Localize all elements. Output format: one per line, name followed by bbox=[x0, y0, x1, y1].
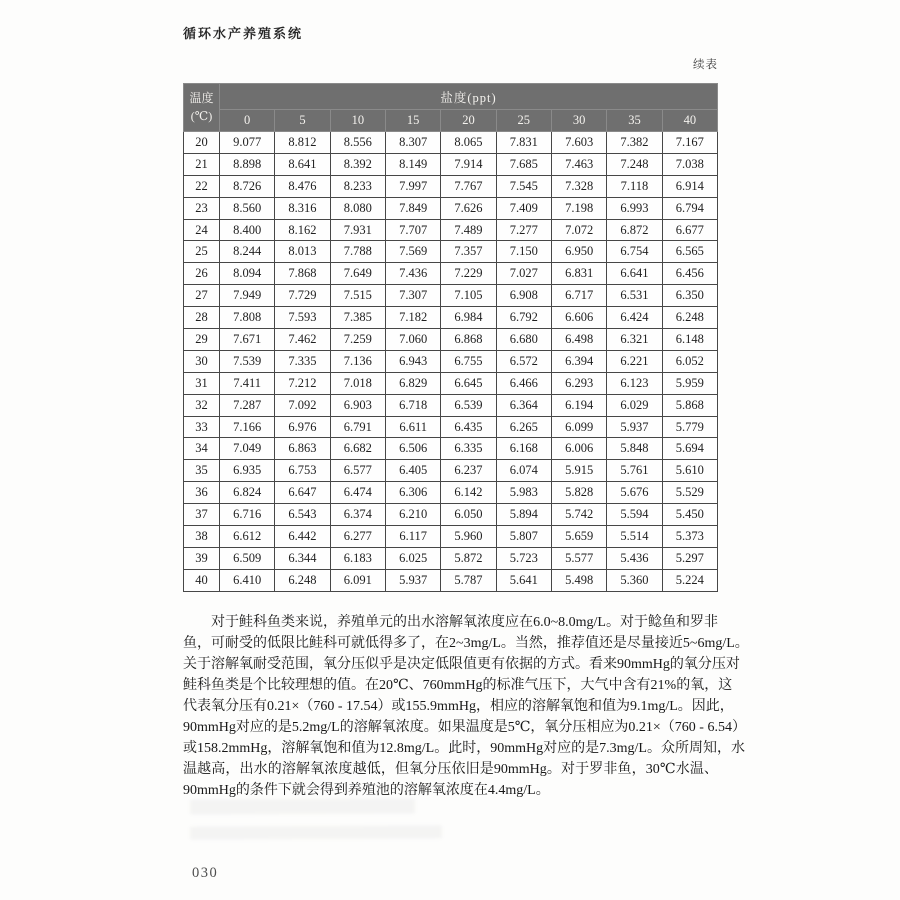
do-value-cell: 5.807 bbox=[496, 526, 551, 548]
do-value-cell: 8.149 bbox=[385, 153, 440, 175]
do-value-cell: 9.077 bbox=[220, 132, 275, 154]
do-table-body bbox=[184, 132, 718, 592]
do-value-cell: 5.828 bbox=[551, 482, 606, 504]
paragraph-line: 温越高，出水的溶解氧浓度越低，但氧分压依旧是90mmHg。对于罗非鱼，30℃水温、 bbox=[183, 762, 718, 777]
do-value-cell: 6.435 bbox=[441, 416, 496, 438]
do-value-cell: 7.198 bbox=[551, 197, 606, 219]
do-value-cell: 5.594 bbox=[607, 504, 662, 526]
do-value-cell: 6.682 bbox=[330, 438, 385, 460]
do-value-cell: 8.233 bbox=[330, 175, 385, 197]
do-value-cell: 5.894 bbox=[496, 504, 551, 526]
do-value-cell: 5.610 bbox=[662, 460, 717, 482]
do-value-cell: 8.898 bbox=[220, 153, 275, 175]
do-value-cell: 6.344 bbox=[275, 547, 330, 569]
do-value-cell: 7.072 bbox=[551, 219, 606, 241]
do-value-cell: 6.754 bbox=[607, 241, 662, 263]
do-value-cell: 8.560 bbox=[220, 197, 275, 219]
do-value-cell: 5.436 bbox=[607, 547, 662, 569]
do-value-cell: 6.498 bbox=[551, 329, 606, 351]
do-value-cell: 7.229 bbox=[441, 263, 496, 285]
do-value-cell: 8.244 bbox=[220, 241, 275, 263]
body-paragraph bbox=[183, 612, 749, 801]
do-value-cell: 6.791 bbox=[330, 416, 385, 438]
do-value-cell: 6.335 bbox=[441, 438, 496, 460]
temperature-cell: 39 bbox=[184, 547, 220, 569]
temperature-cell: 35 bbox=[184, 460, 220, 482]
do-value-cell: 6.565 bbox=[662, 241, 717, 263]
do-value-cell: 6.221 bbox=[607, 350, 662, 372]
do-value-cell: 6.645 bbox=[441, 372, 496, 394]
paragraph-line: 90mmHg的条件下就会得到养殖池的溶解氧浓度在4.4mg/L。 bbox=[183, 783, 550, 798]
do-value-cell: 6.680 bbox=[496, 329, 551, 351]
do-value-cell: 5.742 bbox=[551, 504, 606, 526]
do-value-cell: 5.779 bbox=[662, 416, 717, 438]
do-value-cell: 7.729 bbox=[275, 285, 330, 307]
do-value-cell: 8.094 bbox=[220, 263, 275, 285]
paragraph-line: 或158.2mmHg，溶解氧饱和值为12.8mg/L。此时，90mmHg对应的是7.3mg/L。众所周知，水 bbox=[183, 741, 745, 756]
do-value-cell: 6.950 bbox=[551, 241, 606, 263]
do-value-cell: 8.080 bbox=[330, 197, 385, 219]
do-value-cell: 6.572 bbox=[496, 350, 551, 372]
do-value-cell: 6.984 bbox=[441, 307, 496, 329]
do-value-cell: 8.162 bbox=[275, 219, 330, 241]
do-value-cell: 6.394 bbox=[551, 350, 606, 372]
do-value-cell: 8.476 bbox=[275, 175, 330, 197]
do-value-cell: 6.148 bbox=[662, 329, 717, 351]
do-value-cell: 7.277 bbox=[496, 219, 551, 241]
do-value-cell: 6.677 bbox=[662, 219, 717, 241]
do-value-cell: 7.150 bbox=[496, 241, 551, 263]
do-value-cell: 7.489 bbox=[441, 219, 496, 241]
salinity-group-header: 盐度(ppt) bbox=[220, 84, 718, 110]
do-value-cell: 6.099 bbox=[551, 416, 606, 438]
do-value-cell: 6.265 bbox=[496, 416, 551, 438]
do-value-cell: 6.506 bbox=[385, 438, 440, 460]
do-value-cell: 5.529 bbox=[662, 482, 717, 504]
do-value-cell: 5.360 bbox=[607, 569, 662, 591]
do-value-cell: 6.539 bbox=[441, 394, 496, 416]
do-value-cell: 7.105 bbox=[441, 285, 496, 307]
do-value-cell: 6.183 bbox=[330, 547, 385, 569]
table-row bbox=[184, 329, 718, 351]
do-value-cell: 7.463 bbox=[551, 153, 606, 175]
temperature-cell: 26 bbox=[184, 263, 220, 285]
do-value-cell: 7.307 bbox=[385, 285, 440, 307]
do-value-cell: 5.577 bbox=[551, 547, 606, 569]
do-value-cell: 6.943 bbox=[385, 350, 440, 372]
do-value-cell: 7.707 bbox=[385, 219, 440, 241]
do-value-cell: 5.761 bbox=[607, 460, 662, 482]
temperature-cell: 24 bbox=[184, 219, 220, 241]
table-row bbox=[184, 153, 718, 175]
do-value-cell: 7.462 bbox=[275, 329, 330, 351]
do-value-cell: 7.060 bbox=[385, 329, 440, 351]
do-value-cell: 7.436 bbox=[385, 263, 440, 285]
table-header bbox=[184, 84, 718, 132]
do-value-cell: 6.374 bbox=[330, 504, 385, 526]
do-value-cell: 7.767 bbox=[441, 175, 496, 197]
salinity-column-header: 15 bbox=[385, 110, 440, 132]
print-bleedthrough-artifact bbox=[190, 825, 442, 839]
salinity-column-header: 30 bbox=[551, 110, 606, 132]
table-row bbox=[184, 175, 718, 197]
do-value-cell: 8.065 bbox=[441, 132, 496, 154]
salinity-column-header: 20 bbox=[441, 110, 496, 132]
do-value-cell: 6.074 bbox=[496, 460, 551, 482]
table-row bbox=[184, 350, 718, 372]
do-value-cell: 6.364 bbox=[496, 394, 551, 416]
table-row bbox=[184, 547, 718, 569]
do-value-cell: 5.872 bbox=[441, 547, 496, 569]
do-value-cell: 6.509 bbox=[220, 547, 275, 569]
do-value-cell: 6.277 bbox=[330, 526, 385, 548]
do-value-cell: 7.335 bbox=[275, 350, 330, 372]
do-value-cell: 6.935 bbox=[220, 460, 275, 482]
do-value-cell: 7.212 bbox=[275, 372, 330, 394]
table-row bbox=[184, 438, 718, 460]
do-value-cell: 5.723 bbox=[496, 547, 551, 569]
do-value-cell: 8.641 bbox=[275, 153, 330, 175]
temperature-cell: 36 bbox=[184, 482, 220, 504]
salinity-column-header: 25 bbox=[496, 110, 551, 132]
do-value-cell: 7.385 bbox=[330, 307, 385, 329]
do-value-cell: 6.993 bbox=[607, 197, 662, 219]
temperature-cell: 29 bbox=[184, 329, 220, 351]
do-value-cell: 6.237 bbox=[441, 460, 496, 482]
table-row bbox=[184, 504, 718, 526]
do-value-cell: 5.959 bbox=[662, 372, 717, 394]
do-value-cell: 6.914 bbox=[662, 175, 717, 197]
do-value-cell: 6.006 bbox=[551, 438, 606, 460]
do-value-cell: 6.117 bbox=[385, 526, 440, 548]
continued-table-label: 续表 bbox=[693, 59, 718, 71]
do-value-cell: 6.142 bbox=[441, 482, 496, 504]
do-value-cell: 5.937 bbox=[385, 569, 440, 591]
do-value-cell: 7.808 bbox=[220, 307, 275, 329]
do-value-cell: 7.118 bbox=[607, 175, 662, 197]
do-value-cell: 6.641 bbox=[607, 263, 662, 285]
do-value-cell: 5.915 bbox=[551, 460, 606, 482]
do-value-cell: 5.960 bbox=[441, 526, 496, 548]
do-value-cell: 7.931 bbox=[330, 219, 385, 241]
running-header: 循环水产养殖系统 bbox=[183, 26, 304, 41]
do-value-cell: 7.649 bbox=[330, 263, 385, 285]
table-row bbox=[184, 526, 718, 548]
do-value-cell: 7.603 bbox=[551, 132, 606, 154]
do-value-cell: 6.831 bbox=[551, 263, 606, 285]
salinity-column-header: 35 bbox=[607, 110, 662, 132]
do-value-cell: 7.593 bbox=[275, 307, 330, 329]
do-value-cell: 7.539 bbox=[220, 350, 275, 372]
do-value-cell: 6.248 bbox=[662, 307, 717, 329]
do-value-cell: 6.410 bbox=[220, 569, 275, 591]
do-value-cell: 7.287 bbox=[220, 394, 275, 416]
do-value-cell: 8.726 bbox=[220, 175, 275, 197]
dissolved-oxygen-table bbox=[183, 83, 718, 592]
temperature-cell: 38 bbox=[184, 526, 220, 548]
do-value-cell: 6.029 bbox=[607, 394, 662, 416]
do-value-cell: 6.976 bbox=[275, 416, 330, 438]
table-row bbox=[184, 460, 718, 482]
do-value-cell: 6.829 bbox=[385, 372, 440, 394]
do-value-cell: 6.612 bbox=[220, 526, 275, 548]
do-value-cell: 5.787 bbox=[441, 569, 496, 591]
do-value-cell: 5.868 bbox=[662, 394, 717, 416]
table-row bbox=[184, 219, 718, 241]
do-value-cell: 8.316 bbox=[275, 197, 330, 219]
do-value-cell: 7.259 bbox=[330, 329, 385, 351]
do-value-cell: 7.626 bbox=[441, 197, 496, 219]
temperature-cell: 31 bbox=[184, 372, 220, 394]
paragraph-line: 鲑科鱼类是个比较理想的值。在20℃、760mmHg的标准气压下，大气中含有21%的氧，这 bbox=[183, 678, 733, 693]
do-value-cell: 6.718 bbox=[385, 394, 440, 416]
table-row bbox=[184, 482, 718, 504]
do-value-cell: 6.868 bbox=[441, 329, 496, 351]
do-value-cell: 7.027 bbox=[496, 263, 551, 285]
do-value-cell: 5.514 bbox=[607, 526, 662, 548]
table-row bbox=[184, 394, 718, 416]
do-value-cell: 6.792 bbox=[496, 307, 551, 329]
do-value-cell: 7.018 bbox=[330, 372, 385, 394]
table-row bbox=[184, 241, 718, 263]
table-row bbox=[184, 197, 718, 219]
do-value-cell: 6.577 bbox=[330, 460, 385, 482]
do-value-cell: 5.373 bbox=[662, 526, 717, 548]
do-value-cell: 5.676 bbox=[607, 482, 662, 504]
do-value-cell: 6.025 bbox=[385, 547, 440, 569]
do-value-cell: 5.983 bbox=[496, 482, 551, 504]
table-row bbox=[184, 416, 718, 438]
do-value-cell: 6.606 bbox=[551, 307, 606, 329]
do-value-cell: 6.194 bbox=[551, 394, 606, 416]
do-value-cell: 7.167 bbox=[662, 132, 717, 154]
do-value-cell: 6.456 bbox=[662, 263, 717, 285]
do-value-cell: 7.788 bbox=[330, 241, 385, 263]
do-value-cell: 6.474 bbox=[330, 482, 385, 504]
temperature-cell: 30 bbox=[184, 350, 220, 372]
do-value-cell: 7.328 bbox=[551, 175, 606, 197]
paragraph-line: 代表氧分压有0.21×（760 - 17.54）或155.9mmHg，相应的溶解氧饱和值为9.1mg/L。因此， bbox=[183, 699, 734, 714]
do-value-cell: 5.498 bbox=[551, 569, 606, 591]
do-value-cell: 7.357 bbox=[441, 241, 496, 263]
salinity-column-header: 10 bbox=[330, 110, 385, 132]
do-value-cell: 6.872 bbox=[607, 219, 662, 241]
temperature-cell: 25 bbox=[184, 241, 220, 263]
do-value-cell: 7.685 bbox=[496, 153, 551, 175]
temperature-cell: 21 bbox=[184, 153, 220, 175]
do-value-cell: 7.409 bbox=[496, 197, 551, 219]
do-value-cell: 7.997 bbox=[385, 175, 440, 197]
salinity-columns-row bbox=[184, 110, 718, 132]
salinity-column-header: 0 bbox=[220, 110, 275, 132]
do-value-cell: 5.694 bbox=[662, 438, 717, 460]
do-value-cell: 6.306 bbox=[385, 482, 440, 504]
print-bleedthrough-artifact bbox=[190, 798, 415, 814]
paragraph-line: 90mmHg对应的是5.2mg/L的溶解氧浓度。如果温度是5℃，氧分压相应为0.21×（760 - 6.54） bbox=[183, 720, 746, 735]
salinity-column-header: 5 bbox=[275, 110, 330, 132]
do-value-cell: 6.755 bbox=[441, 350, 496, 372]
do-value-cell: 7.849 bbox=[385, 197, 440, 219]
do-value-cell: 5.450 bbox=[662, 504, 717, 526]
do-value-cell: 5.848 bbox=[607, 438, 662, 460]
do-value-cell: 6.052 bbox=[662, 350, 717, 372]
do-value-cell: 7.182 bbox=[385, 307, 440, 329]
do-value-cell: 7.411 bbox=[220, 372, 275, 394]
temperature-column-header bbox=[184, 84, 220, 132]
do-value-cell: 8.812 bbox=[275, 132, 330, 154]
do-value-cell: 6.647 bbox=[275, 482, 330, 504]
table-header-group-row bbox=[184, 84, 718, 110]
do-value-cell: 6.091 bbox=[330, 569, 385, 591]
do-value-cell: 6.350 bbox=[662, 285, 717, 307]
do-value-cell: 6.531 bbox=[607, 285, 662, 307]
temperature-cell: 27 bbox=[184, 285, 220, 307]
do-value-cell: 6.903 bbox=[330, 394, 385, 416]
do-value-cell: 6.424 bbox=[607, 307, 662, 329]
do-value-cell: 7.545 bbox=[496, 175, 551, 197]
do-value-cell: 6.442 bbox=[275, 526, 330, 548]
do-value-cell: 6.123 bbox=[607, 372, 662, 394]
do-value-cell: 6.168 bbox=[496, 438, 551, 460]
do-value-cell: 5.937 bbox=[607, 416, 662, 438]
temperature-cell: 28 bbox=[184, 307, 220, 329]
do-value-cell: 7.671 bbox=[220, 329, 275, 351]
table-row bbox=[184, 285, 718, 307]
salinity-column-header: 40 bbox=[662, 110, 717, 132]
do-value-cell: 7.049 bbox=[220, 438, 275, 460]
table-row bbox=[184, 569, 718, 591]
do-value-cell: 5.297 bbox=[662, 547, 717, 569]
temperature-cell: 22 bbox=[184, 175, 220, 197]
do-value-cell: 7.092 bbox=[275, 394, 330, 416]
do-value-cell: 6.908 bbox=[496, 285, 551, 307]
do-value-cell: 5.641 bbox=[496, 569, 551, 591]
do-value-cell: 6.794 bbox=[662, 197, 717, 219]
do-value-cell: 6.824 bbox=[220, 482, 275, 504]
do-value-cell: 6.321 bbox=[607, 329, 662, 351]
do-value-cell: 7.166 bbox=[220, 416, 275, 438]
paragraph-line: 关于溶解氧耐受范围，氧分压似乎是决定低限值更有依据的方式。看来90mmHg的氧分压对 bbox=[183, 657, 740, 672]
do-value-cell: 7.914 bbox=[441, 153, 496, 175]
do-value-cell: 7.569 bbox=[385, 241, 440, 263]
do-value-cell: 7.949 bbox=[220, 285, 275, 307]
temperature-header-line1: 温度 bbox=[189, 91, 214, 106]
do-value-cell: 7.038 bbox=[662, 153, 717, 175]
do-value-cell: 8.556 bbox=[330, 132, 385, 154]
temperature-cell: 33 bbox=[184, 416, 220, 438]
do-value-cell: 6.717 bbox=[551, 285, 606, 307]
temperature-cell: 20 bbox=[184, 132, 220, 154]
temperature-cell: 37 bbox=[184, 504, 220, 526]
paragraph-line: 对于鲑科鱼类来说，养殖单元的出水溶解氧浓度应在6.0~8.0mg/L。对于鲶鱼和罗非 bbox=[211, 615, 718, 630]
do-value-cell: 6.863 bbox=[275, 438, 330, 460]
do-value-cell: 6.210 bbox=[385, 504, 440, 526]
do-value-cell: 6.611 bbox=[385, 416, 440, 438]
table-row bbox=[184, 132, 718, 154]
paragraph-line: 鱼，可耐受的低限比鲑科可就低得多了，在2~3mg/L。当然，推荐值还是尽量接近5~6mg/L。 bbox=[183, 636, 749, 651]
do-value-cell: 8.400 bbox=[220, 219, 275, 241]
do-value-cell: 7.831 bbox=[496, 132, 551, 154]
table-row bbox=[184, 372, 718, 394]
table-row bbox=[184, 307, 718, 329]
do-value-cell: 6.248 bbox=[275, 569, 330, 591]
do-value-cell: 6.543 bbox=[275, 504, 330, 526]
temperature-cell: 32 bbox=[184, 394, 220, 416]
temperature-header-line2: (℃) bbox=[190, 108, 213, 123]
do-value-cell: 5.224 bbox=[662, 569, 717, 591]
page-number: 030 bbox=[192, 865, 219, 881]
do-value-cell: 7.868 bbox=[275, 263, 330, 285]
do-value-cell: 8.307 bbox=[385, 132, 440, 154]
do-value-cell: 7.382 bbox=[607, 132, 662, 154]
do-value-cell: 5.659 bbox=[551, 526, 606, 548]
temperature-cell: 40 bbox=[184, 569, 220, 591]
do-value-cell: 6.293 bbox=[551, 372, 606, 394]
do-value-cell: 6.753 bbox=[275, 460, 330, 482]
do-value-cell: 6.050 bbox=[441, 504, 496, 526]
do-value-cell: 6.405 bbox=[385, 460, 440, 482]
do-value-cell: 7.248 bbox=[607, 153, 662, 175]
do-value-cell: 7.515 bbox=[330, 285, 385, 307]
do-value-cell: 6.466 bbox=[496, 372, 551, 394]
do-value-cell: 8.013 bbox=[275, 241, 330, 263]
do-value-cell: 7.136 bbox=[330, 350, 385, 372]
temperature-cell: 23 bbox=[184, 197, 220, 219]
do-value-cell: 8.392 bbox=[330, 153, 385, 175]
table-row bbox=[184, 263, 718, 285]
temperature-cell: 34 bbox=[184, 438, 220, 460]
do-value-cell: 6.716 bbox=[220, 504, 275, 526]
